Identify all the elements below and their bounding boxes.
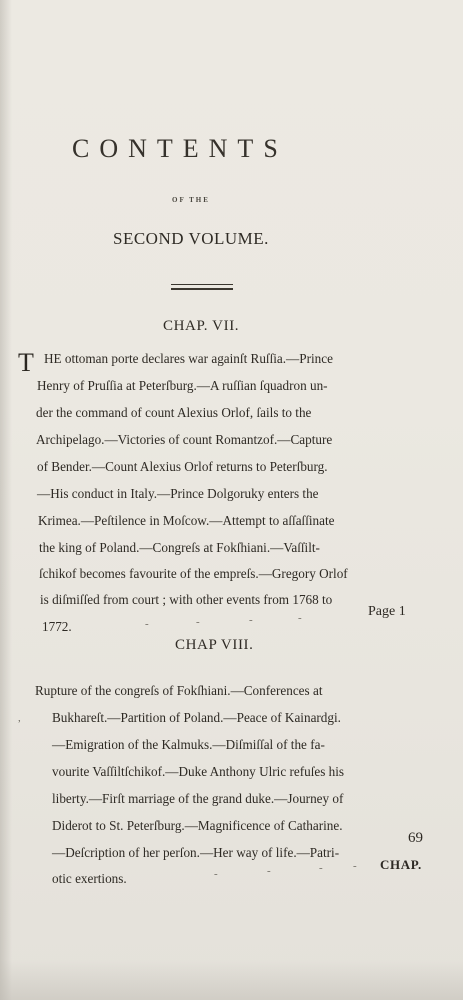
catchword: CHAP.	[380, 857, 422, 872]
chapter-7-line: 1772.	[42, 619, 72, 634]
volume-heading: SECOND VOLUME.	[113, 229, 269, 248]
chapter-8-line: —Emigration of the Kalmuks.—Diſmiſſal of the fa-	[52, 737, 325, 752]
page-gutter-shadow	[0, 0, 12, 1000]
chapter-7-dropcap: T	[18, 348, 34, 377]
dot-leader: -	[353, 860, 357, 872]
chapter-8-page-ref: 69	[408, 830, 423, 846]
chapter-8-line: Bukhareſt.—Partition of Poland.—Peace of Kainardgi.	[52, 710, 341, 725]
chapter-7-line: the king of Poland.—Congreſs at Fokſhiani.—Vaſſilt-	[39, 540, 320, 555]
chapter-7-line: of Bender.—Count Alexius Orlof returns to Peterſburg.	[37, 459, 328, 474]
dot-leader: -	[145, 618, 149, 630]
chapter-7-line: is diſmiſſed from court ; with other events from 1768 to	[40, 592, 333, 607]
chapter-8-line: vourite Vaſſiltſchikof.—Duke Anthony Ulric refuſes his	[52, 764, 345, 779]
dot-leader: -	[298, 612, 302, 624]
chapter-7-page-ref: Page 1	[368, 604, 406, 619]
dot-leader: -	[214, 868, 218, 880]
page-bottom-edge	[0, 960, 463, 1000]
chapter-7-heading: CHAP. VII.	[163, 318, 240, 334]
chapter-8-line: otic exertions.	[52, 871, 127, 886]
title-connector: OF THE	[172, 196, 210, 204]
dot-leader: -	[196, 616, 200, 628]
stray-mark: ,	[18, 712, 21, 724]
chapter-7-line: HE ottoman porte declares war againſt Ruſſia.—Prince	[44, 351, 333, 366]
chapter-8-line: —Deſcription of her perſon.—Her way of life.—Patri-	[52, 845, 340, 860]
chapter-7-line: Krimea.—Peſtilence in Moſcow.—Attempt to aſſaſſinate	[38, 513, 335, 528]
chapter-7-line: Archipelago.—Victories of count Romantzof.—Capture	[36, 432, 333, 447]
ornamental-rule	[171, 284, 233, 290]
chapter-7-line: —His conduct in Italy.—Prince Dolgoruky enters the	[37, 486, 319, 501]
chapter-8-line: Diderot to St. Peterſburg.—Magnificence of Catharine.	[52, 818, 343, 833]
chapter-7-line: ſchikof becomes favourite of the empreſs.—Gregory Orlof	[39, 566, 348, 581]
chapter-7-line: der the command of count Alexius Orlof, ſails to the	[36, 405, 312, 420]
dot-leader: -	[267, 865, 271, 877]
chapter-8-line: liberty.—Firſt marriage of the grand duke.—Journey of	[52, 791, 344, 806]
chapter-8-line: Rupture of the congreſs of Fokſhiani.—Conferences at	[35, 683, 323, 698]
dot-leader: -	[319, 862, 323, 874]
dot-leader: -	[249, 614, 253, 626]
page-title: CONTENTS	[72, 134, 288, 163]
chapter-7-line: Henry of Pruſſia at Peterſburg.—A ruſſian ſquadron un-	[37, 378, 328, 393]
chapter-8-heading: CHAP VIII.	[175, 637, 254, 653]
